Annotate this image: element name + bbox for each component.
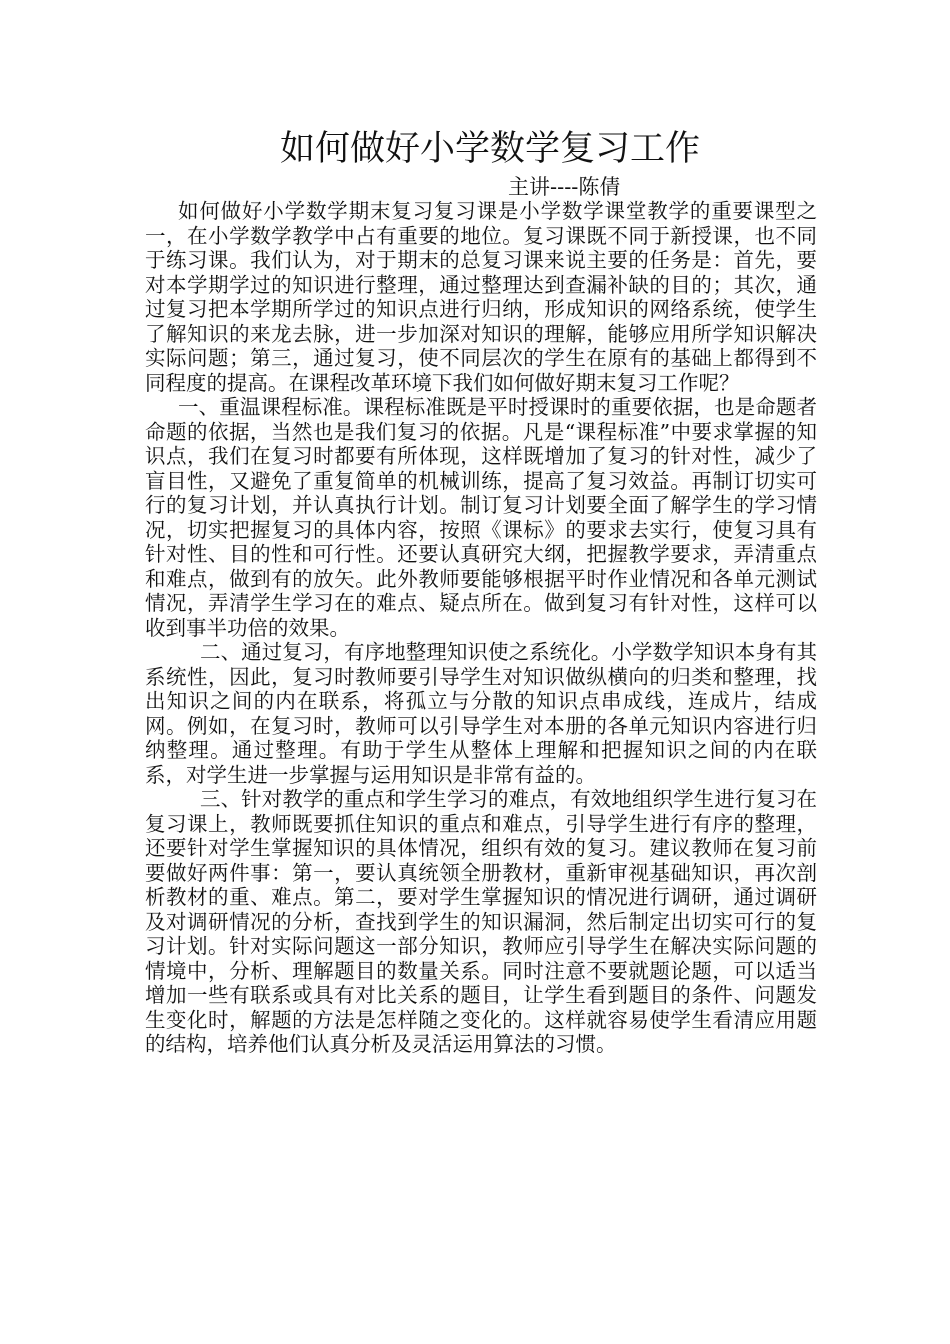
paragraph-section-1: 一、重温课程标准。课程标准既是平时授课时的重要依据，也是命题者命题的依据，当然也是我们复习的依据。凡是“课程标准”中要求掌握的知识点，我们在复习时都要有所体现，这样既增加了复习的针对性，减少了盲目性，又避免了重复简单的机械训练，提高了复习效益。再制订切实可行的复习计划，并认真执行计划。制订复习计划要全面了解学生的学习情况，切实把握复习的具体内容，按照《课标》的要求去实行，使复习具有针对性、目的性和可行性。还要认真研究大纲，把握教学要求，弄清重点和难点，做到有的放矢。此外教师要能够根据平时作业情况和各单元测试情况，弄清学生学习在的难点、疑点所在。做到复习有针对性，这样可以收到事半功倍的效果。 [145, 395, 817, 640]
document-title: 如何做好小学数学复习工作 [279, 129, 700, 169]
document-body [145, 199, 817, 1057]
paragraph-section-2: 二、通过复习，有序地整理知识使之系统化。小学数学知识本身有其系统性，因此，复习时教师要引导学生对知识做纵横向的归类和整理，找出知识之间的内在联系，将孤立与分散的知识点串成线，连成片，结成网。例如，在复习时，教师可以引导学生对本册的各单元知识内容进行归纳整理。通过整理。有助于学生从整体上理解和把握知识之间的内在联系，对学生进一步掌握与运用知识是非常有益的。 [145, 640, 817, 787]
paragraph-intro: 如何做好小学数学期末复习复习课是小学数学课堂教学的重要课型之一，在小学数学教学中占有重要的地位。复习课既不同于新授课，也不同于练习课。我们认为，对于期末的总复习课来说主要的任务是：首先，要对本学期学过的知识进行整理，通过整理达到查漏补缺的目的；其次，通过复习把本学期所学过的知识点进行归纳，形成知识的网络系统，使学生了解知识的来龙去脉，进一步加深对知识的理解，能够应用所学知识解决实际问题；第三，通过复习，使不同层次的学生在原有的基础上都得到不同程度的提高。在课程改革环境下我们如何做好期末复习工作呢？ [145, 199, 817, 395]
presenter-line: 主讲----陈倩 [508, 175, 621, 199]
paragraph-section-3: 三、针对教学的重点和学生学习的难点，有效地组织学生进行复习在复习课上，教师既要抓住知识的重点和难点，引导学生进行有序的整理，还要针对学生掌握知识的具体情况，组织有效的复习。建议教师在复习前要做好两件事：第一，要认真统领全册教材，重新审视基础知识，再次剖析教材的重、难点。第二，要对学生掌握知识的情况进行调研，通过调研及对调研情况的分析，查找到学生的知识漏洞，然后制定出切实可行的复习计划。针对实际问题这一部分知识，教师应引导学生在解决实际问题的情境中，分析、理解题目的数量关系。同时注意不要就题论题，可以适当增加一些有联系或具有对比关系的题目，让学生看到题目的条件、问题发生变化时，解题的方法是怎样随之变化的。这样就容易使学生看清应用题的结构，培养他们认真分析及灵活运用算法的习惯。 [145, 787, 817, 1056]
